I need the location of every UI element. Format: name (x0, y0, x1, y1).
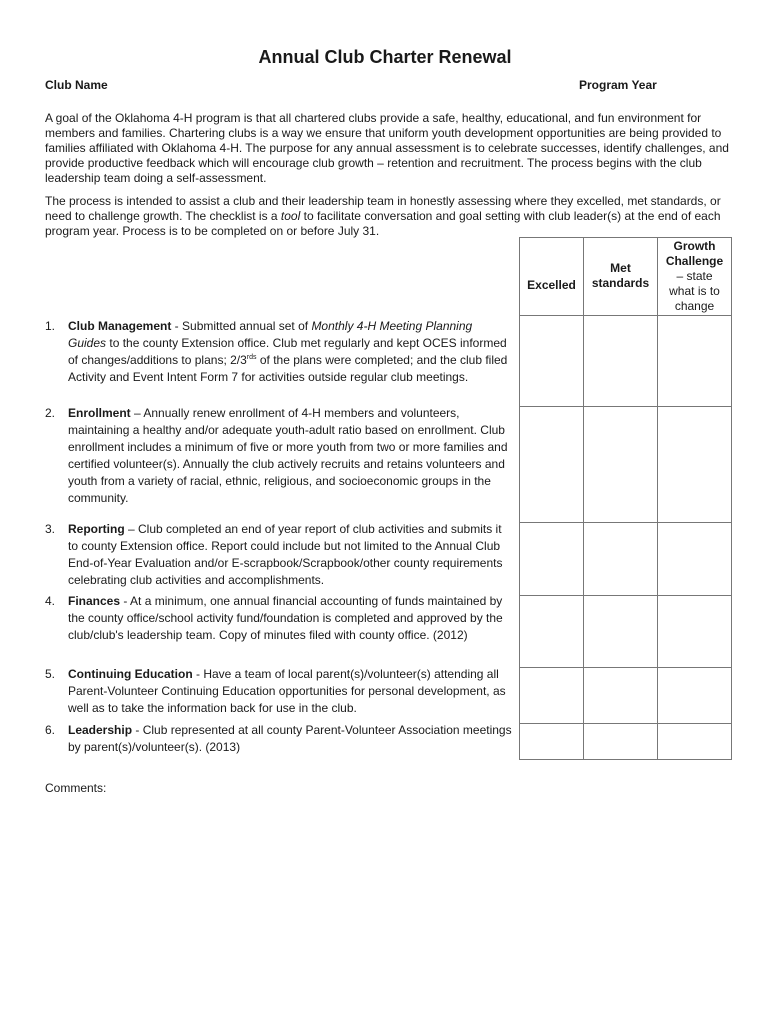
intro-paragraph-process: The process is intended to assist a club and their leadership team in honestly assessing where they excelled, met standards, or need to challenge growth. The checklist is a tool to facilitate conversation and goal setting with club leader(s) at the end of each program year. Process is to be completed on or before July 31. (45, 194, 721, 238)
column-header-excelled: Excelled (527, 278, 576, 292)
club-name-label: Club Name (45, 78, 108, 92)
intro-paragraph-goal: A goal of the Oklahoma 4-H program is that all chartered clubs provide a safe, healthy, educational, and fun environment for members and families. Chartering clubs is a way we ensure that uniform youth development opportunities are being provided to families affiliated with Oklahoma 4-H. The purpose for any annual assessment is to celebrate successes, identify challenges, and provide productive feedback which will encourage club growth – retention and recruitment. The process begins with the club leadership team doing a self-assessment. (45, 111, 729, 185)
program-year-label: Program Year (579, 78, 657, 92)
column-header-growth-challenge: Growth Challenge – state what is to change (665, 239, 724, 313)
cell-met-1[interactable] (584, 316, 657, 406)
cell-excelled-1[interactable] (520, 316, 583, 406)
assessment-grid (519, 237, 732, 760)
comments-label: Comments: (45, 781, 107, 795)
cell-growth-1[interactable] (658, 316, 731, 406)
page-title: Annual Club Charter Renewal (258, 47, 512, 67)
column-header-met-standards: Met standards (591, 261, 650, 290)
